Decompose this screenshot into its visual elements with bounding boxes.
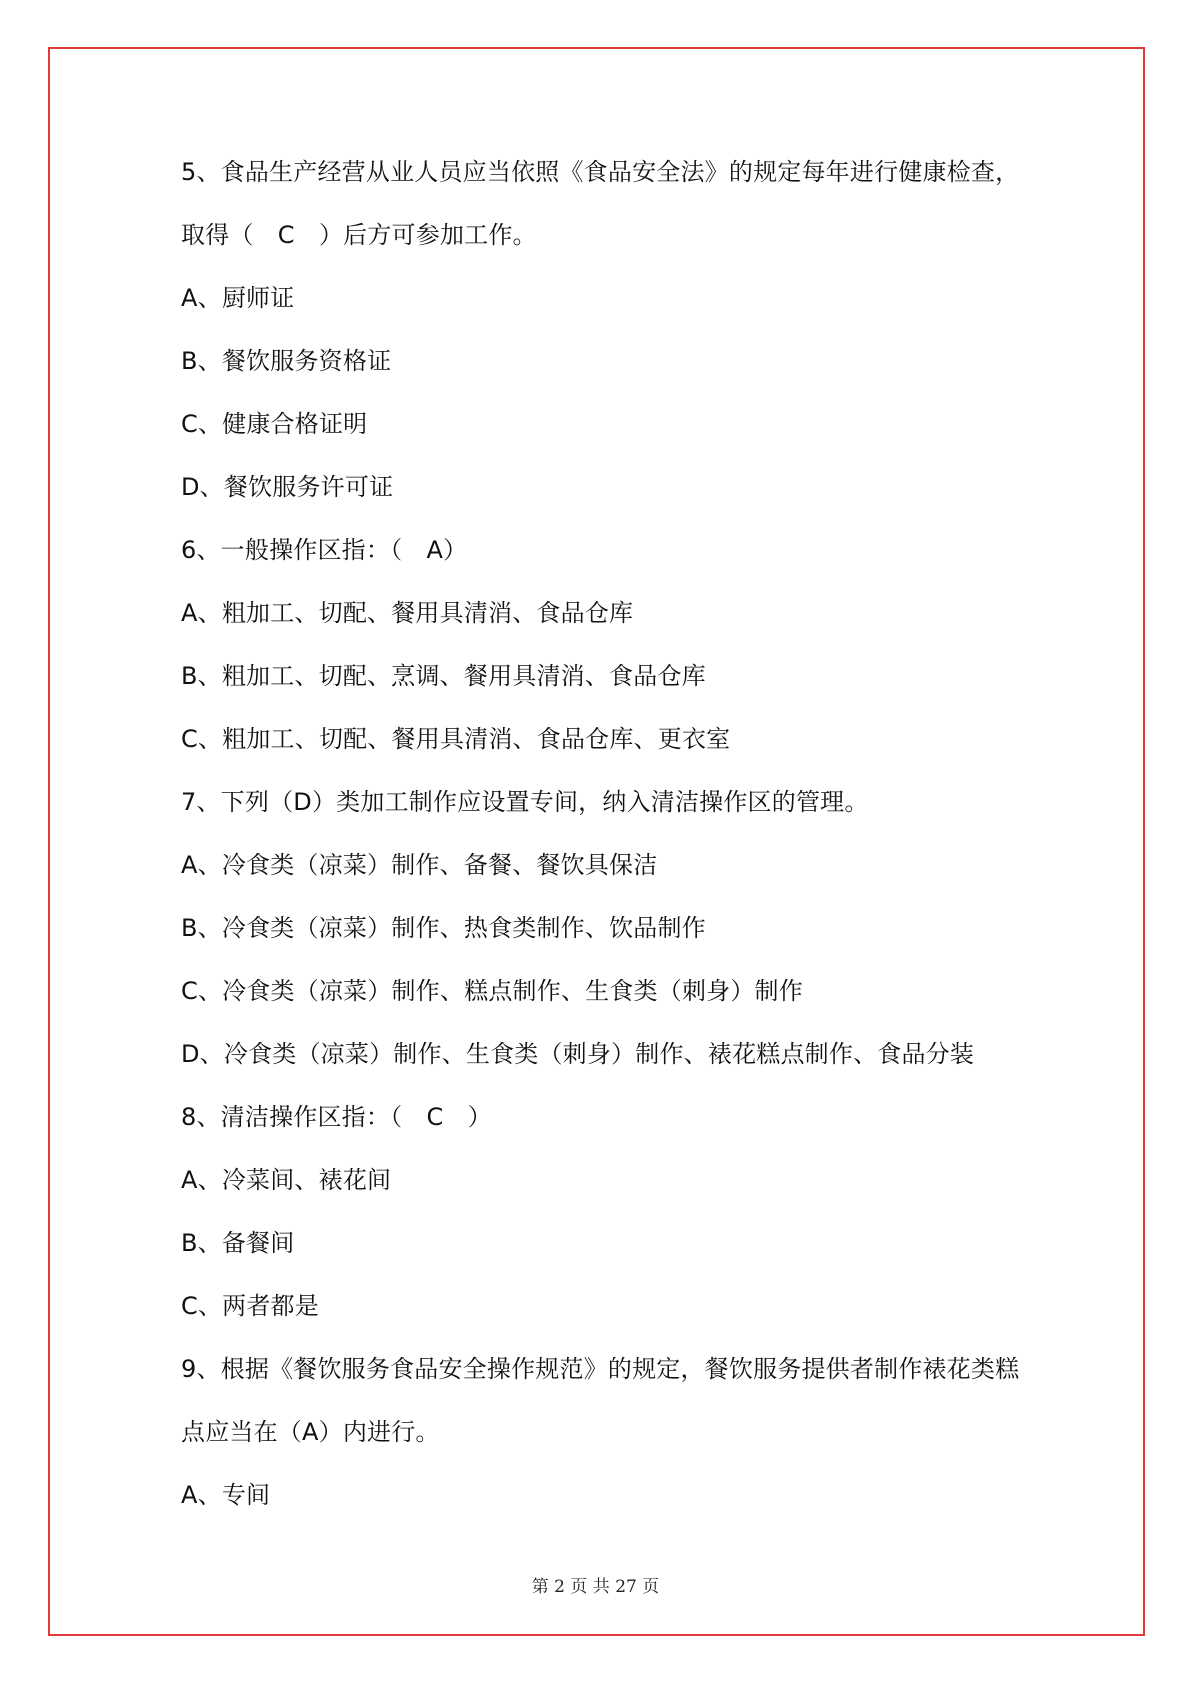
question-6-option-b: B、粗加工、切配、烹调、餐用具清消、食品仓库 [181,662,706,690]
question-6-option-a: A、粗加工、切配、餐用具清消、食品仓库 [181,599,634,627]
question-8-option-a: A、冷菜间、裱花间 [181,1166,392,1194]
question-7-option-a: A、冷食类（凉菜）制作、备餐、餐饮具保洁 [181,851,658,879]
question-7: 7、下列（D）类加工制作应设置专间，纳入清洁操作区的管理。 [181,788,869,816]
question-9-line-1: 9、根据《餐饮服务食品安全操作规范》的规定，餐饮服务提供者制作裱花类糕 [181,1355,1020,1383]
question-7-option-c: C、冷食类（凉菜）制作、糕点制作、生食类（刺身）制作 [181,977,803,1005]
question-8-option-c: C、两者都是 [181,1292,319,1320]
document-body [181,147,1041,1533]
question-9-line-2: 点应当在（A）内进行。 [181,1418,440,1446]
question-6: 6、一般操作区指：（ A） [181,536,468,564]
question-7-option-d: D、冷食类（凉菜）制作、生食类（刺身）制作、裱花糕点制作、食品分装 [181,1040,975,1068]
question-7-option-b: B、冷食类（凉菜）制作、热食类制作、饮品制作 [181,914,706,942]
question-5-option-b: B、餐饮服务资格证 [181,347,392,375]
question-5-option-d: D、餐饮服务许可证 [181,473,394,501]
question-6-option-c: C、粗加工、切配、餐用具清消、食品仓库、更衣室 [181,725,731,753]
question-5-line-2: 取得（ C ）后方可参加工作。 [181,221,537,249]
question-5-option-a: A、厨师证 [181,284,295,312]
question-5-option-c: C、健康合格证明 [181,410,368,438]
question-8-option-b: B、备餐间 [181,1229,295,1257]
question-8: 8、清洁操作区指：（ C ） [181,1103,492,1131]
question-5-line-1: 5、食品生产经营从业人员应当依照《食品安全法》的规定每年进行健康检查， [181,158,1020,186]
page-number-footer: 第 2 页 共 27 页 [531,1577,660,1597]
question-9-option-a: A、专间 [181,1481,271,1509]
